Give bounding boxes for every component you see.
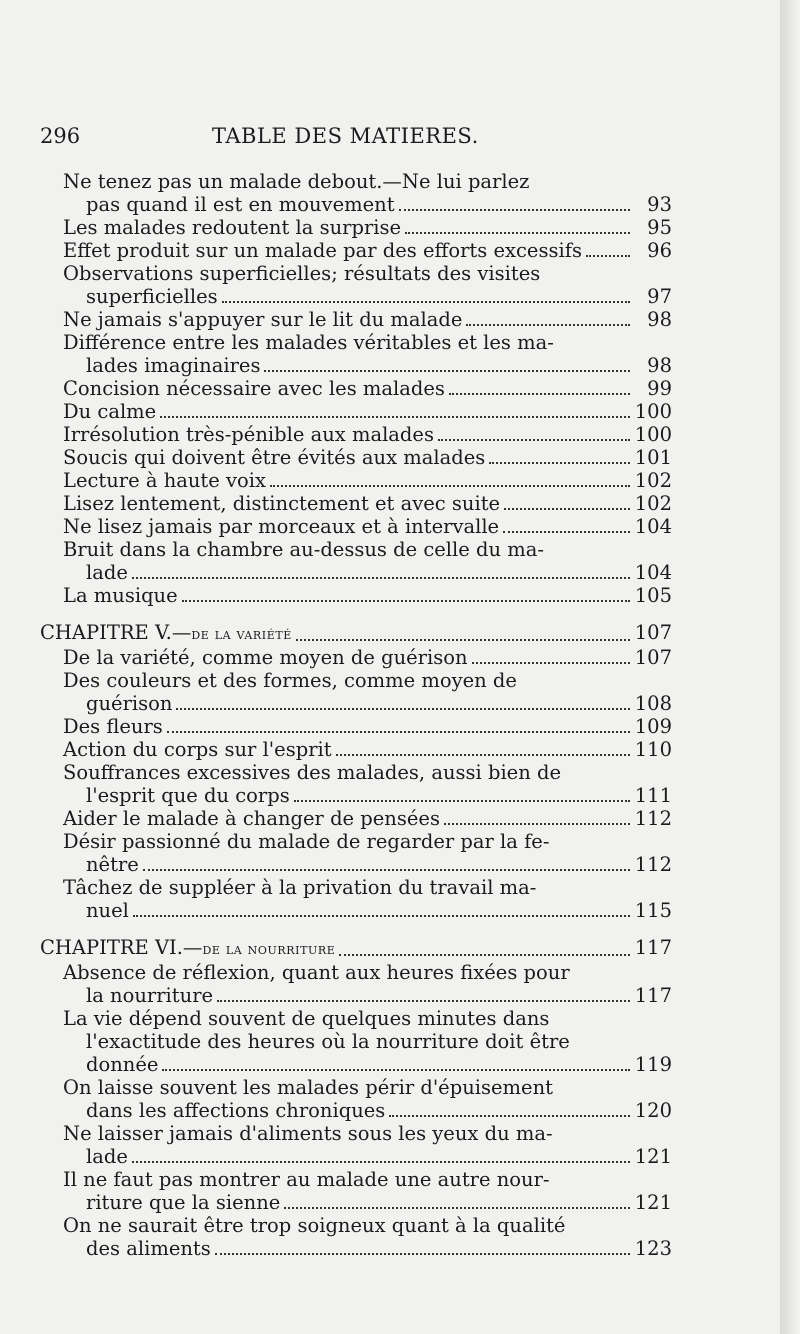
toc-entry (40, 1122, 672, 1168)
entry-line (40, 561, 672, 584)
entry-line (40, 984, 672, 1007)
page-reference: 104 (634, 561, 672, 584)
entry-text: Des fleurs (63, 715, 163, 738)
toc-entry (40, 738, 672, 761)
entry-text: Concision nécessaire avec les malades (63, 377, 445, 400)
entry-text: Lecture à haute voix (63, 469, 266, 492)
entry-line (40, 1145, 672, 1168)
dot-leader (399, 208, 630, 211)
entry-line (40, 285, 672, 308)
dot-leader (162, 1068, 630, 1071)
toc-entry (40, 1007, 672, 1076)
toc-entry (40, 469, 672, 492)
page-reference: 100 (634, 400, 672, 423)
entry-line (40, 193, 672, 216)
entry-text: la nourriture (86, 984, 214, 1007)
dot-leader (284, 1206, 630, 1209)
entry-text: Bruit dans la chambre au-dessus de celle du ma- (63, 538, 544, 561)
toc-entry (40, 446, 672, 469)
toc-entry (40, 262, 672, 308)
toc-entry (40, 1076, 672, 1122)
toc-entry (40, 400, 672, 423)
dot-leader (586, 254, 630, 257)
page-reference: 109 (634, 715, 672, 738)
page-reference: 120 (634, 1099, 672, 1122)
entry-line (40, 446, 672, 469)
entry-text: superficielles (86, 285, 218, 308)
page-reference: 95 (647, 216, 672, 239)
toc-entry (40, 515, 672, 538)
dot-leader (294, 799, 630, 802)
dot-leader (504, 507, 630, 510)
entry-line (40, 784, 672, 807)
entry-line (40, 1030, 672, 1053)
dot-leader (167, 730, 630, 733)
entry-text: Ne jamais s'appuyer sur le lit du malade (63, 308, 463, 331)
entry-text: Des couleurs et des formes, comme moyen de (63, 669, 517, 692)
dot-leader (143, 868, 630, 871)
entry-text: Les malades redoutent la surprise (63, 216, 402, 239)
entry-line (40, 469, 672, 492)
entry-text: riture que la sienne (86, 1191, 281, 1214)
entry-line (40, 961, 672, 984)
dot-leader (296, 638, 630, 641)
page-reference: 107 (634, 646, 672, 669)
page-reference: 96 (647, 239, 672, 262)
page-reference: 117 (634, 984, 672, 1007)
entry-line (40, 308, 672, 331)
entry-line (40, 738, 672, 761)
dot-leader (133, 914, 630, 917)
toc-entry (40, 830, 672, 876)
entry-line (40, 377, 672, 400)
entry-text: guérison (86, 692, 173, 715)
entry-text: lade (86, 561, 128, 584)
chapter-title: de la variété (191, 625, 292, 643)
entry-text: Soucis qui doivent être évités aux malades (63, 446, 486, 469)
dot-leader (222, 300, 630, 303)
page-reference: 112 (634, 807, 672, 830)
entry-text: Ne laisser jamais d'aliments sous les yeux du ma- (63, 1122, 553, 1145)
entry-text: Différence entre les malades véritables et les ma- (63, 331, 554, 354)
toc-entry (40, 331, 672, 377)
dot-leader (132, 1160, 630, 1163)
page-reference: 97 (647, 285, 672, 308)
entry-text: pas quand il est en mouvement (86, 193, 395, 216)
page-reference: 105 (634, 584, 672, 607)
entry-text: l'esprit que du corps (86, 784, 290, 807)
page-reference: 98 (647, 308, 672, 331)
entry-text: De la variété, comme moyen de guérison (63, 646, 468, 669)
dot-leader (438, 438, 630, 441)
entry-line (40, 715, 672, 738)
page-reference: 123 (634, 1237, 672, 1260)
page-reference: 121 (634, 1145, 672, 1168)
page-header (40, 124, 610, 154)
entry-line (40, 899, 672, 922)
page-reference: 102 (634, 469, 672, 492)
chapter-label: CHAPITRE V.— (40, 621, 192, 644)
page-reference: 104 (634, 515, 672, 538)
toc-entry (40, 377, 672, 400)
dot-leader (472, 661, 630, 664)
page-reference: 100 (634, 423, 672, 446)
toc-entry (40, 308, 672, 331)
dot-leader (389, 1114, 630, 1117)
entry-line (40, 876, 672, 899)
entry-text: Ne tenez pas un malade debout.—Ne lui parlez (63, 170, 530, 193)
entry-text: Observations superficielles; résultats des visites (63, 262, 541, 285)
toc-entry (40, 646, 672, 669)
page-reference: 111 (634, 784, 672, 807)
entry-text: Absence de réflexion, quant aux heures fixées pour (63, 961, 570, 984)
dot-leader (132, 576, 630, 579)
page-reference: 119 (634, 1053, 672, 1076)
entry-line (40, 1122, 672, 1145)
entry-text: Lisez lentement, distinctement et avec suite (63, 492, 501, 515)
entry-line (40, 1053, 672, 1076)
page-reference: 93 (647, 193, 672, 216)
entry-text: Il ne faut pas montrer au malade une autre nour- (63, 1168, 550, 1191)
entry-text: Du calme (63, 400, 157, 423)
entry-text: des aliments (86, 1237, 211, 1260)
entry-line (40, 538, 672, 561)
entry-line (40, 1237, 672, 1260)
entry-text: Ne lisez jamais par morceaux et à intervalle (63, 515, 500, 538)
entry-text: La vie dépend souvent de quelques minutes dans (63, 1007, 550, 1030)
entry-line (40, 354, 672, 377)
entry-text: lade (86, 1145, 128, 1168)
toc-entry (40, 538, 672, 584)
toc-entry (40, 876, 672, 922)
page-edge (780, 0, 800, 1334)
toc-entry (40, 216, 672, 239)
entry-text: nêtre (86, 853, 139, 876)
entry-text: l'exactitude des heures où la nourriture doit être (86, 1030, 570, 1053)
entry-text: On laisse souvent les malades périr d'épuisement (63, 1076, 553, 1099)
toc-entry (40, 715, 672, 738)
dot-leader (339, 953, 630, 956)
page-reference: 121 (634, 1191, 672, 1214)
chapter-line (40, 621, 672, 646)
entry-text: Tâchez de suppléer à la privation du travail ma- (63, 876, 537, 899)
dot-leader (489, 461, 630, 464)
page-reference: 99 (647, 377, 672, 400)
toc-entry (40, 170, 672, 216)
toc-entry (40, 1168, 672, 1214)
entry-line (40, 1076, 672, 1099)
entry-line (40, 1191, 672, 1214)
entry-text: Désir passionné du malade de regarder par la fe- (63, 830, 550, 853)
dot-leader (405, 231, 630, 234)
toc-entry (40, 239, 672, 262)
chapter-title: de la nourriture (202, 940, 336, 958)
dot-leader (270, 484, 630, 487)
dot-leader (217, 999, 630, 1002)
page-reference: 98 (647, 354, 672, 377)
table-of-contents (40, 170, 672, 1260)
entry-text: Aider le malade à changer de pensées (63, 807, 440, 830)
dot-leader (160, 415, 630, 418)
running-title: TABLE DES MATIERES. (212, 124, 479, 148)
entry-line (40, 515, 672, 538)
entry-text: La musique (63, 584, 178, 607)
dot-leader (182, 599, 630, 602)
entry-line (40, 423, 672, 446)
page-number: 296 (40, 124, 81, 148)
toc-entry (40, 584, 672, 607)
dot-leader (336, 753, 630, 756)
entry-line (40, 1168, 672, 1191)
toc-entry (40, 761, 672, 807)
entry-text: Action du corps sur l'esprit (63, 738, 332, 761)
toc-entry (40, 961, 672, 1007)
chapter-heading (40, 621, 672, 646)
entry-line (40, 400, 672, 423)
entry-line (40, 830, 672, 853)
entry-line (40, 853, 672, 876)
entry-line (40, 216, 672, 239)
entry-line (40, 492, 672, 515)
page-reference: 117 (634, 936, 672, 959)
entry-line (40, 170, 672, 193)
entry-line (40, 1007, 672, 1030)
page-reference: 110 (634, 738, 672, 761)
entry-line (40, 669, 672, 692)
entry-text: Irrésolution très-pénible aux malades (63, 423, 434, 446)
dot-leader (215, 1252, 630, 1255)
page-reference: 101 (634, 446, 672, 469)
entry-text: Effet produit sur un malade par des efforts excessifs (63, 239, 582, 262)
entry-line (40, 262, 672, 285)
page-reference: 115 (634, 899, 672, 922)
entry-line (40, 1214, 672, 1237)
toc-entry (40, 807, 672, 830)
entry-line (40, 692, 672, 715)
entry-text: lades imaginaires (86, 354, 261, 377)
dot-leader (444, 822, 630, 825)
entry-line (40, 807, 672, 830)
entry-text: nuel (86, 899, 129, 922)
dot-leader (176, 707, 630, 710)
chapter-heading (40, 936, 672, 961)
entry-line (40, 1099, 672, 1122)
entry-text: On ne saurait être trop soigneux quant à la qualité (63, 1214, 566, 1237)
toc-entry (40, 492, 672, 515)
entry-line (40, 239, 672, 262)
page-reference: 112 (634, 853, 672, 876)
entry-line (40, 584, 672, 607)
entry-line (40, 761, 672, 784)
dot-leader (449, 392, 630, 395)
page-reference: 102 (634, 492, 672, 515)
entry-text: dans les affections chroniques (86, 1099, 386, 1122)
entry-text: donnée (86, 1053, 159, 1076)
chapter-line (40, 936, 672, 961)
page-reference: 107 (634, 621, 672, 644)
entry-line (40, 331, 672, 354)
entry-line (40, 646, 672, 669)
dot-leader (503, 530, 630, 533)
toc-entry (40, 669, 672, 715)
chapter-label: CHAPITRE VI.— (40, 936, 203, 959)
dot-leader (264, 369, 630, 372)
toc-entry (40, 1214, 672, 1260)
toc-entry (40, 423, 672, 446)
page-reference: 108 (634, 692, 672, 715)
dot-leader (466, 323, 630, 326)
entry-text: Souffrances excessives des malades, aussi bien de (63, 761, 562, 784)
